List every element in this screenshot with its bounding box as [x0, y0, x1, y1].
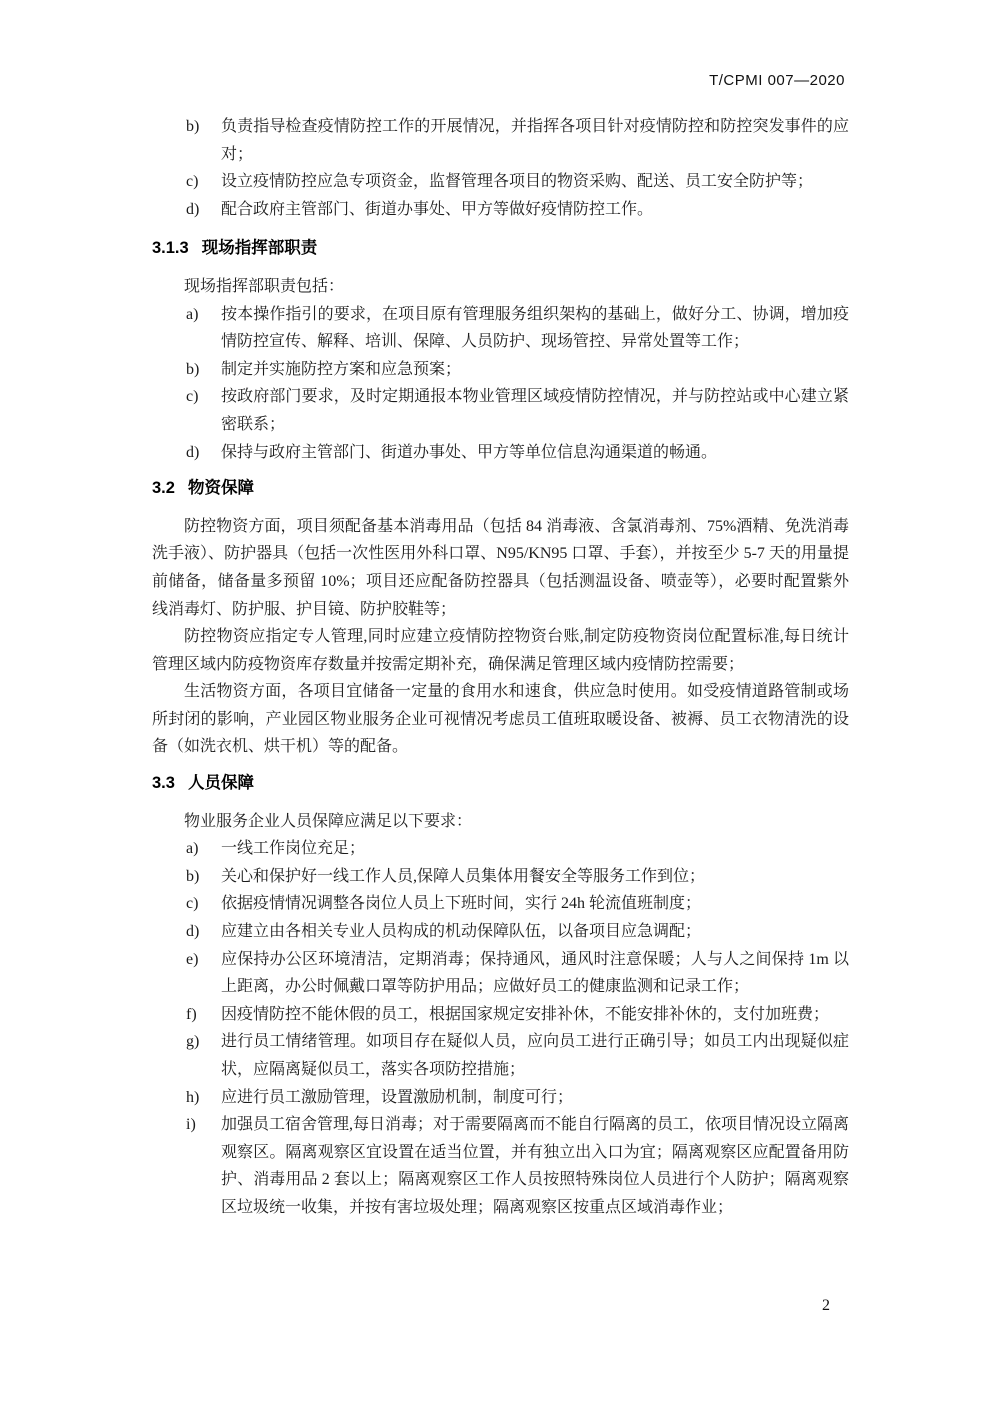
section-3-3-intro: 物业服务企业人员保障应满足以下要求： — [184, 812, 473, 830]
list-item — [152, 168, 849, 196]
list-item-text: 依据疫情情况调整各岗位人员上下班时间，实行 24h 轮流值班制度； — [221, 895, 702, 913]
list-item — [152, 1084, 849, 1112]
paragraph: 防控物资应指定专人管理,同时应建立疫情防控物资台账,制定防疫物资岗位配置标准,每日统计管理区域内防疫物资库存数量并按需定期补充，确保满足管理区域内疫情防控需要； — [152, 628, 849, 673]
paragraph: 生活物资方面，各项目宜储备一定量的食用水和速食，供应急时使用。如受疫情道路管制或场所封闭的影响，产业园区物业服务企业可视情况考虑员工值班取暖设备、被褥、员工衣物清洗的设备（如洗衣机、烘干机）等的配备。 — [152, 683, 849, 756]
list-item-text: 设立疫情防控应急专项资金，监督管理各项目的物资采购、配送、员工安全防护等； — [221, 173, 814, 191]
list-item — [152, 1028, 849, 1083]
list-item — [152, 356, 849, 384]
list-item-text: 按本操作指引的要求，在项目原有管理服务组织架构的基础上，做好分工、协调，增加疫情防控宣传、解释、培训、保障、人员防护、现场管控、异常处置等工作； — [221, 305, 849, 351]
list-item-text: 保持与政府主管部门、街道办事处、甲方等单位信息沟通渠道的畅通。 — [221, 443, 718, 461]
list-item-marker: a) — [186, 840, 199, 858]
section-heading-3-1-3 — [152, 235, 849, 263]
list-item — [152, 890, 849, 918]
list-item — [152, 1001, 849, 1029]
list-item-text: 进行员工情绪管理。如项目存在疑似人员，应向员工进行正确引导；如员工内出现疑似症状，应隔离疑似员工，落实各项防控措施； — [221, 1033, 849, 1078]
paragraph: 防控物资方面，项目须配备基本消毒用品（包括 84 消毒液、含氯消毒剂、75%酒精、免洗消毒洗手液）、防护器具（包括一次性医用外科口罩、N95/KN95 口罩、手套），并按至少 5-7 天的用量提前储备，储备量多预留 10%；项目还应配备防控器具（包括测温设备、喷壶等），必要时配置紫外线消毒灯、防护服、护目镜、防护胶鞋等； — [152, 517, 849, 618]
standard-code: T/CPMI 007—2020 — [709, 72, 845, 89]
list-item-marker: i) — [186, 1116, 196, 1134]
list-item-marker: b) — [186, 360, 200, 378]
page-number: 2 — [822, 1297, 830, 1314]
section-number: 3.3 — [152, 774, 175, 793]
list-item — [152, 113, 849, 168]
list-item — [152, 1111, 849, 1221]
list-company-duties — [152, 113, 849, 223]
list-item-marker: e) — [186, 950, 199, 968]
list-item-text: 应进行员工激励管理，设置激励机制，制度可行； — [221, 1088, 574, 1106]
list-item-marker: d) — [186, 923, 200, 941]
list-item — [152, 301, 849, 356]
list-item-text: 应保持办公区环境清洁，定期消毒；保持通风，通风时注意保暖；人与人之间保持 1m 以上距离，办公时佩戴口罩等防护用品；应做好员工的健康监测和记录工作； — [221, 950, 849, 996]
page-content — [152, 113, 849, 1222]
list-item-text: 按政府部门要求，及时定期通报本物业管理区域疫情防控情况，并与防控站或中心建立紧密联系； — [221, 388, 849, 433]
section-title: 人员保障 — [187, 774, 254, 793]
list-item-text: 一线工作岗位充足； — [221, 840, 366, 858]
section-title: 现场指挥部职责 — [201, 239, 318, 258]
section-heading-3-2 — [152, 475, 849, 503]
list-command-post-duties — [152, 301, 849, 467]
list-item-marker: h) — [186, 1088, 200, 1106]
list-item-text: 加强员工宿舍管理,每日消毒；对于需要隔离而不能自行隔离的员工，依项目情况设立隔离观察区。隔离观察区宜设置在适当位置，并有独立出入口为宜；隔离观察区应配置备用防护、消毒用品 2 套以上；隔离观察区工作人员按照特殊岗位人员进行个人防护；隔离观察区垃圾统一收集，并按有害垃圾处理；隔离观察区按重点区域消毒作业； — [221, 1116, 850, 1216]
list-item — [152, 918, 849, 946]
list-item-marker: b) — [186, 867, 200, 885]
list-item-marker: f) — [186, 1005, 197, 1023]
list-item-marker: c) — [186, 173, 199, 191]
list-item-marker: c) — [186, 895, 199, 913]
list-item-text: 关心和保护好一线工作人员,保障人员集体用餐安全等服务工作到位； — [221, 867, 706, 885]
list-item-marker: g) — [186, 1033, 200, 1051]
list-item-marker: c) — [186, 388, 199, 406]
list-item — [152, 946, 849, 1001]
list-item-marker: d) — [186, 200, 200, 218]
list-item — [152, 863, 849, 891]
list-item-marker: b) — [186, 118, 200, 135]
list-item — [152, 383, 849, 438]
section-title: 物资保障 — [187, 479, 254, 498]
section-3-1-3-intro: 现场指挥部职责包括： — [184, 277, 345, 295]
section-heading-3-3 — [152, 770, 849, 798]
list-item-text: 因疫情防控不能休假的员工，根据国家规定安排补休，不能安排补休的，支付加班费； — [221, 1005, 830, 1023]
list-item-text: 应建立由各相关专业人员构成的机动保障队伍，以备项目应急调配； — [221, 923, 702, 941]
list-item — [152, 439, 849, 467]
list-personnel-requirements — [152, 835, 849, 1221]
section-number: 3.1.3 — [152, 239, 189, 258]
list-item — [152, 835, 849, 863]
list-item — [152, 196, 849, 224]
list-item-text: 配合政府主管部门、街道办事处、甲方等做好疫情防控工作。 — [221, 200, 654, 218]
section-number: 3.2 — [152, 479, 175, 498]
list-item-text: 制定并实施防控方案和应急预案； — [221, 360, 462, 378]
list-item-marker: d) — [186, 443, 200, 461]
list-item-text: 负责指导检查疫情防控工作的开展情况，并指挥各项目针对疫情防控和防控突发事件的应对； — [221, 118, 849, 163]
list-item-marker: a) — [186, 305, 199, 323]
